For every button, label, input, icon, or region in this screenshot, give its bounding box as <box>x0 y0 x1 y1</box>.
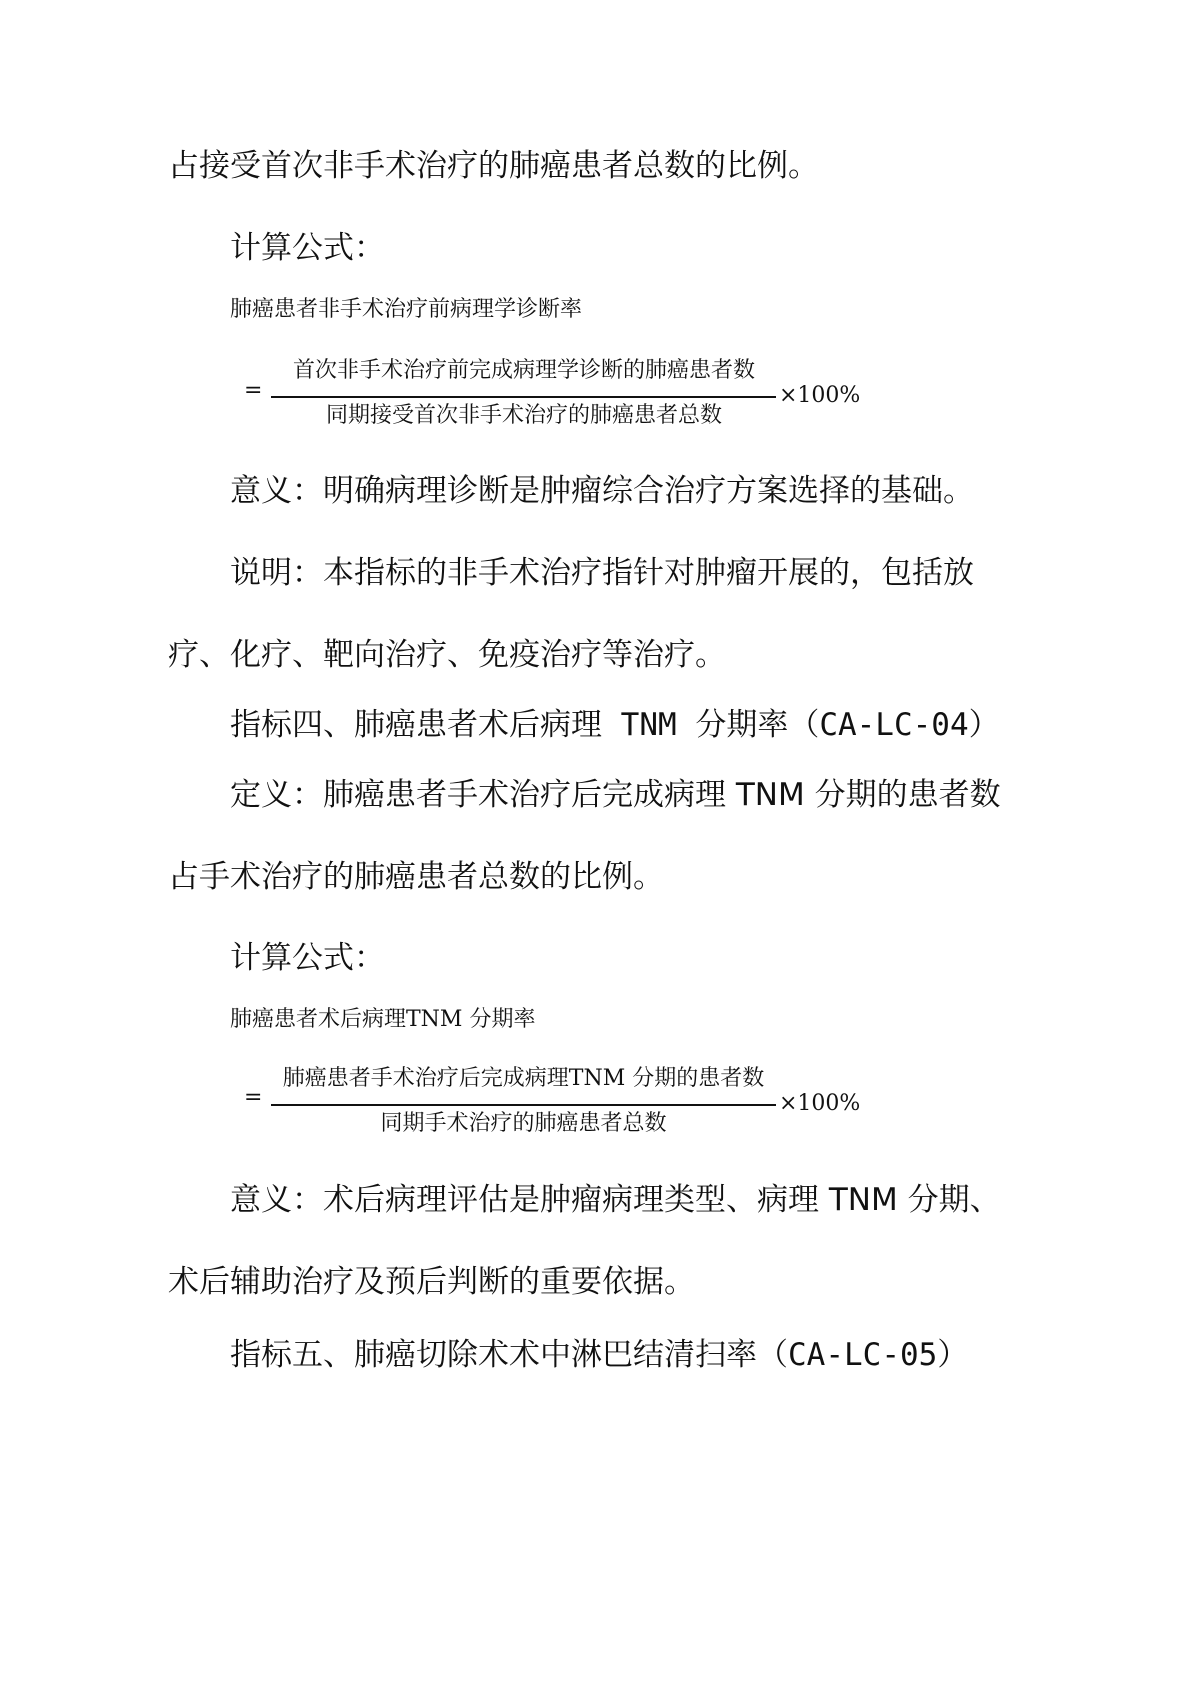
indicator-heading-4: 指标四、肺癌患者术后病理 TNM 分期率（CA-LC-04） <box>230 707 1000 743</box>
formula-denominator: 同期接受首次非手术治疗的肺癌患者总数 <box>325 403 722 428</box>
percent-multiplier: ×100% <box>779 383 861 408</box>
indicator-heading-5: 指标五、肺癌切除术术中淋巴结清扫率（CA-LC-05） <box>230 1337 969 1373</box>
meaning-text-line2: 术后辅助治疗及预后判断的重要依据。 <box>168 1264 695 1300</box>
paragraph-continuation: 占接受首次非手术治疗的肺癌患者总数的比例。 <box>168 148 819 184</box>
formula-numerator: 肺癌患者手术治疗后完成病理TNM 分期的患者数 <box>282 1066 765 1091</box>
definition-line1: 定义：肺癌患者手术治疗后完成病理 TNM 分期的患者数 <box>230 777 1001 813</box>
meaning-text: 意义：明确病理诊断是肿瘤综合治疗方案选择的基础。 <box>230 473 974 509</box>
percent-multiplier: ×100% <box>779 1091 861 1116</box>
formula-numerator: 首次非手术治疗前完成病理学诊断的肺癌患者数 <box>292 358 755 383</box>
meaning-text-line1: 意义：术后病理评估是肿瘤病理类型、病理 TNM 分期、 <box>230 1182 1001 1218</box>
fraction-bar <box>271 396 776 398</box>
formula-heading: 计算公式： <box>230 230 385 266</box>
equals-sign: = <box>244 378 263 403</box>
formula-denominator: 同期手术治疗的肺癌患者总数 <box>380 1111 667 1136</box>
formula-name: 肺癌患者术后病理TNM 分期率 <box>230 1007 536 1032</box>
formula-name: 肺癌患者非手术治疗前病理学诊断率 <box>230 297 583 322</box>
note-text-line1: 说明：本指标的非手术治疗指针对肿瘤开展的，包括放 <box>230 555 974 591</box>
note-text-line2: 疗、化疗、靶向治疗、免疫治疗等治疗。 <box>168 637 726 673</box>
fraction-bar <box>271 1104 776 1106</box>
equals-sign: = <box>244 1085 263 1110</box>
formula-heading: 计算公式： <box>230 940 385 976</box>
definition-line2: 占手术治疗的肺癌患者总数的比例。 <box>168 859 664 895</box>
